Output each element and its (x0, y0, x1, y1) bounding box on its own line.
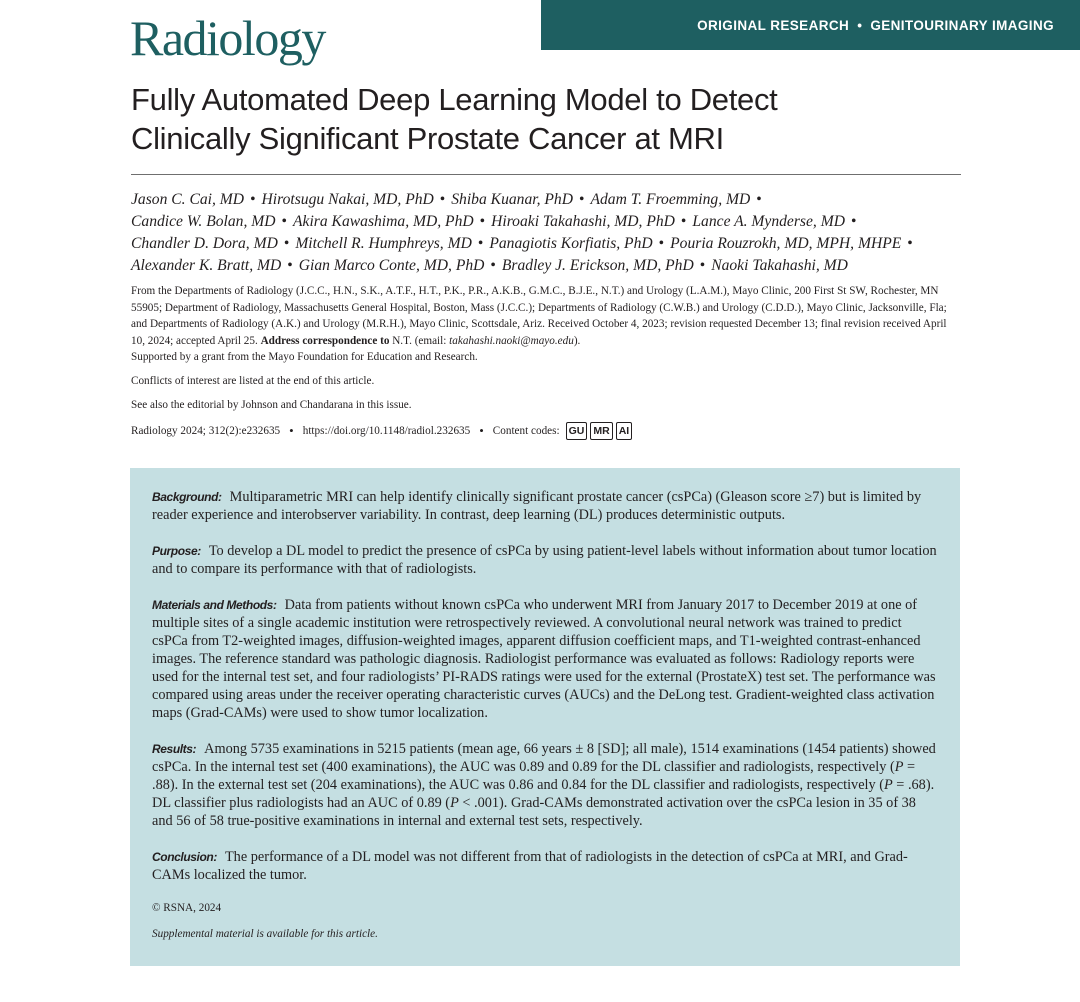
author-separator: • (439, 191, 446, 208)
supplemental-note: Supplemental material is available for this article. (152, 928, 378, 940)
section-text: The performance of a DL model was not different from that of radiologists in the detection of csPCa at MRI, and Grad-CAMs localized the tumor. (152, 849, 908, 883)
title-divider (131, 174, 961, 175)
content-code-badge: GU (566, 422, 588, 440)
abstract-box (130, 468, 960, 966)
editorial-note: See also the editorial by Johnson and Chandarana in this issue. (131, 399, 412, 411)
abstract-conclusion (152, 848, 938, 884)
section-text: To develop a DL model to predict the presence of csPCa by using patient-level labels without information about tumor location and to compare its performance with that of radiologists. (152, 543, 937, 577)
funding-note: Supported by a grant from the Mayo Foundation for Education and Research. (131, 351, 478, 363)
section-label: Conclusion: (152, 850, 217, 864)
author-separator: • (907, 235, 913, 252)
citation-separator: • (289, 423, 294, 438)
author-separator: • (850, 213, 857, 230)
section-label: Results: (152, 742, 197, 756)
correspondence-label: Address correspondence to (260, 334, 390, 347)
affiliation-text: From the Departments of Radiology (J.C.C., H.N., S.K., A.T.F., H.T., P.K., P.R., A.K.B., G.M.C., B.J.E., N.T.) and Urology (L.A.M.), Mayo Clinic, 200 First St SW, Rochester, MN 55905; Department of Radiology, Massachusetts General Hospital, Boston, Mass (J.C.C.); Departments of Radiology (C.W.B.) and Urology (C.D.D.), Mayo Clinic, Jacksonville, Fla; and Departments of Radiology (A.K.) and Urology (M.R.H.), Mayo Clinic, Scottsdale, Ariz. Received October 4, 2023; revision requested December 13; final revision received April 10, 2024; accepted April 25. (131, 285, 947, 347)
section-text: Multiparametric MRI can help identify clinically significant prostate cancer (csPCa) (Gleason score ≥7) but is limited by reader experience and interobserver variability. In contrast, deep learning (DL) produces deterministic outputs. (152, 489, 922, 523)
author-separator: • (699, 257, 706, 274)
author-separator: • (658, 235, 665, 252)
author-separator: • (680, 213, 687, 230)
p-value-symbol: P (450, 795, 459, 811)
title-line-2: Clinically Significant Prostate Cancer at MRI (131, 121, 724, 156)
copyright-note: © RSNA, 2024 (152, 902, 222, 914)
p-value-symbol: P (894, 759, 904, 775)
article-title (131, 80, 951, 158)
correspondence-closing: ). (573, 334, 581, 347)
section-label: Purpose: (152, 544, 201, 558)
author-separator: • (287, 257, 293, 274)
author-separator: • (283, 235, 290, 252)
content-code-badge: MR (590, 422, 612, 440)
author-name: Hiroaki Takahashi, MD, PhD (491, 213, 675, 230)
section-text: Data from patients without known csPCa who underwent MRI from January 2017 to December 2019 at one of multiple sites of a single academic institution were retrospectively reviewed. A convolutional neural network was trained to predict csPCa from T2-weighted images, diffusion-weighted images, apparent diffusion coefficient maps, and T1-weighted contrast-enhanced images. The reference standard was pathologic diagnosis. Radiologist performance was evaluated as follows: Radiology reports were used for the internal test set, and four radiologists’ PI-RADS ratings were used for the external (ProstateX) test set. The performance was compared using areas under the receiver operating characteristic curves (AUCs) and the DeLong test. Gradient-weighted class activation maps (Grad-CAMs) were used to show tumor localization. (152, 597, 936, 721)
author-name: Akira Kawashima, MD, PhD (293, 213, 474, 230)
content-code-badge: AI (616, 422, 633, 440)
author-separator: • (490, 257, 496, 274)
author-separator: • (281, 213, 287, 230)
content-codes-label: Content codes: (492, 425, 560, 437)
citation-ref: Radiology 2024; 312(2):e232635 (131, 425, 281, 437)
section-text: < .001). Grad-CAMs demonstrated activation over the csPCa lesion in 35 of 38 and 56 of 58 true-positive examinations in internal and external test sets, respectively. (152, 795, 916, 829)
author-separator: • (477, 235, 484, 252)
author-name: Gian Marco Conte, MD, PhD (298, 257, 485, 274)
abstract-methods (152, 596, 938, 722)
conflicts-note: Conflicts of interest are listed at the end of this article. (131, 375, 375, 387)
title-line-1: Fully Automated Deep Learning Model to Detect (131, 82, 778, 117)
author-name: Pouria Rouzrokh, MD, MPH, MHPE (670, 235, 902, 252)
author-name: Mitchell R. Humphreys, MD (295, 235, 472, 252)
section-label: Materials and Methods: (152, 598, 277, 612)
author-separator: • (756, 191, 762, 208)
author-name: Candice W. Bolan, MD (131, 213, 276, 230)
author-name: Jason C. Cai, MD (131, 191, 245, 208)
banner-article-type: ORIGINAL RESEARCH (697, 17, 850, 33)
section-text: = .88). In the external test set (204 examinations), the AUC was 0.86 and 0.84 for the DL classifier and radiologists, respectively ( (152, 759, 916, 793)
author-name: Adam T. Froemming, MD (590, 191, 751, 208)
author-line (131, 211, 971, 233)
author-name: Alexander K. Bratt, MD (131, 257, 282, 274)
doi-link[interactable]: https://doi.org/10.1148/radiol.232635 (302, 425, 471, 437)
author-name: Lance A. Mynderse, MD (692, 213, 845, 230)
article-type-banner (541, 0, 1080, 50)
section-text: = .68). DL classifier plus radiologists had an AUC of 0.89 ( (152, 777, 935, 811)
section-text: Among 5735 examinations in 5215 patients (mean age, 66 years ± 8 [SD]; all male), 1514 examinations (1454 patients) showed csPCa. In the internal test set (400 examinations), the AUC was 0.89 and 0.89 for the DL classifier and radiologists, respectively ( (152, 741, 936, 775)
citation-separator: • (479, 423, 484, 438)
author-line (131, 233, 971, 255)
author-name: Hirotsugu Nakai, MD, PhD (261, 191, 434, 208)
author-list (131, 189, 971, 277)
journal-logo: Radiology (130, 10, 325, 66)
p-value-symbol: P (884, 777, 893, 793)
correspondence-text: N.T. (email: (392, 334, 447, 347)
author-separator: • (250, 191, 256, 208)
abstract-results (152, 740, 938, 830)
affiliations (131, 283, 963, 349)
banner-subspecialty: GENITOURINARY IMAGING (870, 17, 1054, 33)
author-line (131, 189, 971, 211)
abstract-purpose (152, 542, 938, 578)
author-name: Shiba Kuanar, PhD (451, 191, 573, 208)
author-name: Naoki Takahashi, MD (711, 257, 848, 274)
author-name: Chandler D. Dora, MD (131, 235, 278, 252)
citation-line (131, 422, 831, 440)
author-name: Panagiotis Korfiatis, PhD (489, 235, 653, 252)
section-label: Background: (152, 490, 222, 504)
author-separator: • (578, 191, 585, 208)
author-line (131, 255, 971, 277)
author-separator: • (479, 213, 486, 230)
correspondence-email[interactable]: takahashi.naoki@mayo.edu (449, 334, 574, 347)
banner-separator: • (857, 17, 863, 33)
abstract-background (152, 488, 938, 524)
author-name: Bradley J. Erickson, MD, PhD (501, 257, 694, 274)
